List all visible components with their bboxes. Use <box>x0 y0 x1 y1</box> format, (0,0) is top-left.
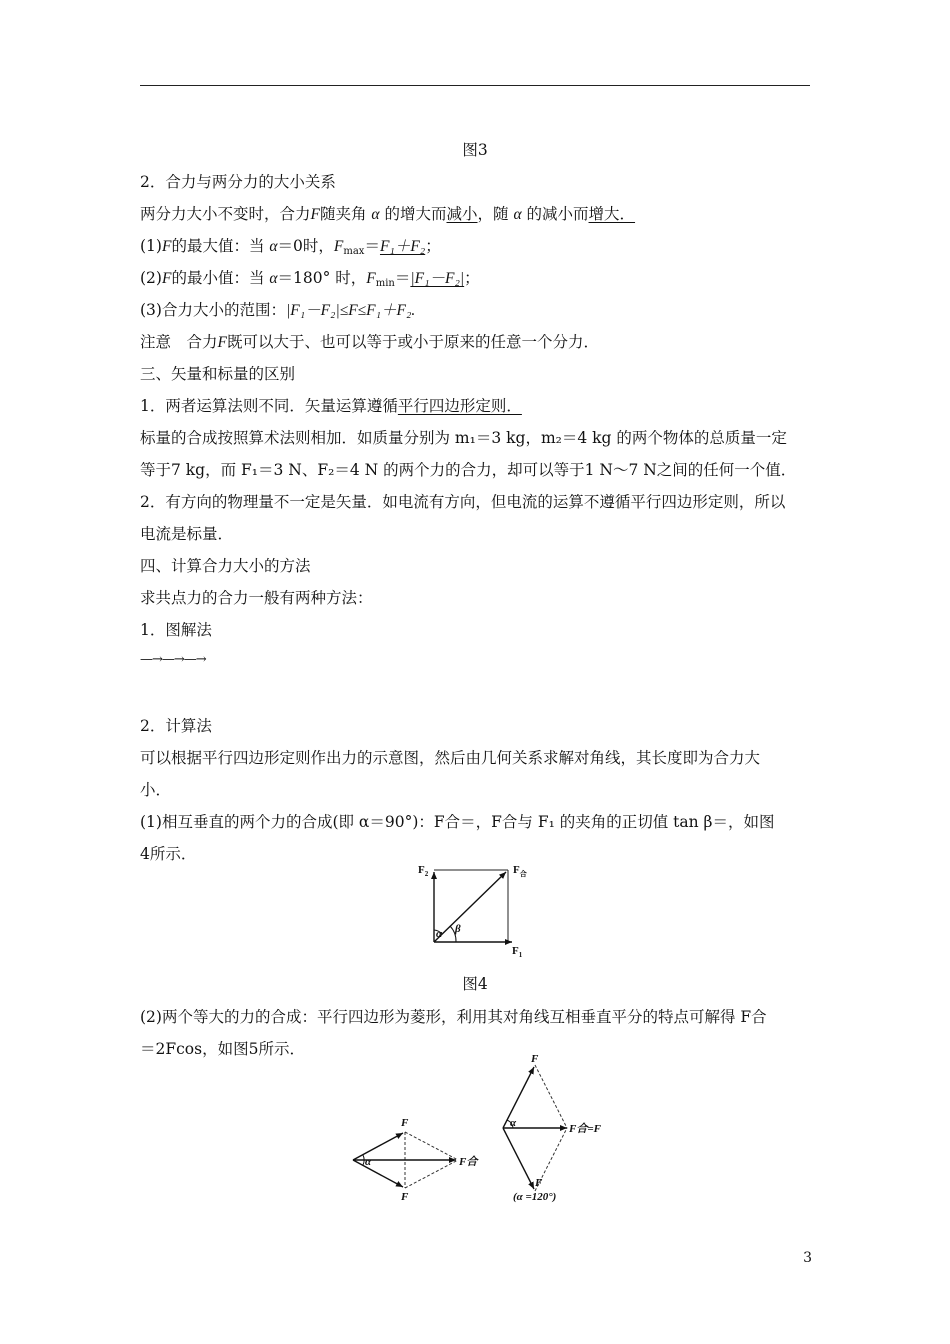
paragraph-current-1: 2．有方向的物理量不一定是矢量．如电流有方向，但电流的运算不遵循平行四边形定则，所以 <box>140 493 786 511</box>
figure-5-right-diagram <box>495 1050 620 1208</box>
section-4-heading: 四、计算合力大小的方法 <box>140 557 311 575</box>
method-graphic: 1．图解法 <box>140 621 212 639</box>
angle-120-label: (α =120°) <box>513 1191 557 1203</box>
f1-label: $F_1$ <box>512 945 523 959</box>
paragraph-scalar-2: 等于7 kg，而 F₁＝3 N、F₂＝4 N 的两个力的合力，却可以等于1 N～7 N之间的任何一个值． <box>140 461 797 479</box>
item-range: (3)合力大小的范围：|F₁－F₂|≤F≤F₁＋F₂. <box>140 301 416 319</box>
method-calculation: 2．计算法 <box>140 717 212 735</box>
f2-label: $F_2$ <box>418 864 429 878</box>
figure-3-caption: 图3 <box>462 141 488 159</box>
f-top-label: F <box>531 1053 539 1065</box>
paragraph-current-2: 电流是标量． <box>140 525 234 543</box>
paragraph-calc-1: 可以根据平行四边形定则作出力的示意图，然后由几何关系求解对角线，其长度即为合力大 <box>140 749 761 767</box>
paragraph-perpendicular-2: 4所示． <box>140 845 197 863</box>
figure-4-diagram <box>410 855 540 960</box>
paragraph-force-angle: 两分力大小不变时，合力F随夹角 α 的增大而减小，随 α 的减小而增大． <box>140 205 636 223</box>
item-max-value: (1)F的最大值：当 α＝0时，$F_{max}=F_1+F_2$； <box>140 237 441 257</box>
arrow-sequence: —→—→—→ <box>140 652 206 667</box>
paragraph-scalar-1: 标量的合成按照算术法则相加．如质量分别为 m₁＝3 kg，m₂＝4 kg 的两个物体的总质量一定 <box>140 429 787 447</box>
paragraph-perpendicular-1: (1)相互垂直的两个力的合成(即 α＝90°)：F合＝，F合与 F₁ 的夹角的正切值 tan β＝，如图 <box>140 813 775 831</box>
f-top-label: F <box>401 1117 409 1129</box>
alpha-label: α <box>510 1117 517 1129</box>
paragraph-vector-rule: 1．两者运算法则不同．矢量运算遵循平行四边形定则． <box>140 397 522 415</box>
alpha-label: α <box>365 1156 372 1168</box>
beta-label: β <box>455 923 461 935</box>
resultant-arrow <box>434 872 506 942</box>
section-2-heading: 2．合力与两分力的大小关系 <box>140 173 336 191</box>
figure-5-left-diagram <box>345 1110 485 1205</box>
paragraph-equal-forces-2: ＝2Fcos，如图5所示． <box>140 1040 305 1058</box>
figure-4-caption: 图4 <box>462 975 488 993</box>
header-rule <box>140 85 810 86</box>
page-number: 3 <box>803 1250 812 1266</box>
paragraph-two-methods: 求共点力的合力一般有两种方法： <box>140 589 373 607</box>
f-bottom-label: F <box>401 1191 409 1203</box>
paragraph-equal-forces-1: (2)两个等大的力的合成：平行四边形为菱形，利用其对角线互相垂直平分的特点可解得 F合 <box>140 1008 767 1026</box>
f-bottom-label: F <box>535 1177 543 1189</box>
resultant-label: $F_合$ <box>513 864 527 878</box>
note: 注意 合力F既可以大于、也可以等于或小于原来的任意一个分力． <box>140 333 599 351</box>
paragraph-calc-2: 小． <box>140 781 172 799</box>
section-3-heading: 三、矢量和标量的区别 <box>140 365 296 383</box>
resultant-equal-label: F合=F <box>569 1123 601 1135</box>
resultant-label: F合 <box>459 1156 478 1168</box>
alpha-label: α <box>436 928 443 940</box>
item-min-value: (2)F的最小值：当 α＝180° 时，$F_{min}=|F_1-F_2|$； <box>140 269 480 289</box>
